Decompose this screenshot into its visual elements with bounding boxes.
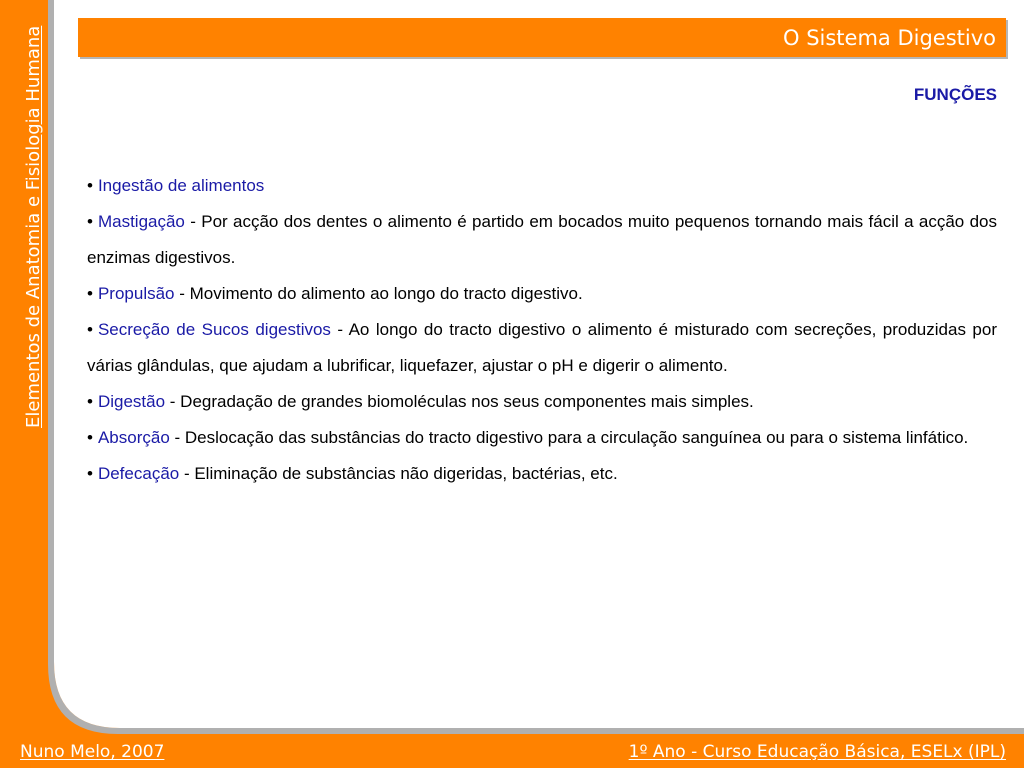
list-item: [87, 420, 997, 456]
item-description: - Por acção dos dentes o alimento é partido em bocados muito pequenos tornando mais fácil a acção dos enzimas digestivos.: [87, 212, 997, 267]
item-description: - Eliminação de substâncias não digeridas, bactérias, etc.: [179, 464, 618, 483]
list-item: [87, 276, 997, 312]
bullet-icon: •: [87, 392, 93, 411]
item-term: Absorção: [97, 428, 170, 447]
item-description: - Degradação de grandes biomoléculas nos seus componentes mais simples.: [165, 392, 754, 411]
item-term: Ingestão de alimentos: [97, 176, 265, 195]
title-bar: [78, 18, 1006, 57]
bullet-icon: •: [87, 320, 93, 339]
bullet-icon: •: [87, 212, 93, 231]
item-description: - Ao longo do tracto digestivo o alimento é misturado com secreções, produzidas por várias glândulas, que ajudam a lubrificar, liquefazer, ajustar o pH e digerir o alimento.: [87, 320, 997, 375]
item-term: Defecação: [97, 464, 180, 483]
list-item: [87, 384, 997, 420]
section-heading: FUNÇÕES: [913, 85, 997, 104]
functions-list: [87, 168, 997, 492]
item-term: Digestão: [97, 392, 166, 411]
item-term: Propulsão: [97, 284, 175, 303]
list-item: [87, 204, 997, 276]
item-term: Secreção de Sucos digestivos: [97, 320, 331, 339]
list-item: [87, 168, 997, 204]
item-description: - Movimento do alimento ao longo do tracto digestivo.: [174, 284, 583, 303]
bullet-icon: •: [87, 464, 93, 483]
slide-title: O Sistema Digestivo: [782, 26, 996, 50]
bullet-icon: •: [87, 284, 93, 303]
item-term: Mastigação: [97, 212, 185, 231]
item-description: - Deslocação das substâncias do tracto digestivo para a circulação sanguínea ou para o sistema linfático.: [169, 428, 969, 447]
footer-course: 1º Ano - Curso Educação Básica, ESELx (IPL): [628, 742, 1006, 762]
list-item: [87, 456, 997, 492]
sidebar-title: Elementos de Anatomia e Fisiologia Humana: [23, 25, 44, 428]
list-item: [87, 312, 997, 384]
footer-author: Nuno Melo, 2007: [20, 742, 165, 762]
bullet-icon: •: [87, 428, 93, 447]
bullet-icon: •: [87, 176, 93, 195]
